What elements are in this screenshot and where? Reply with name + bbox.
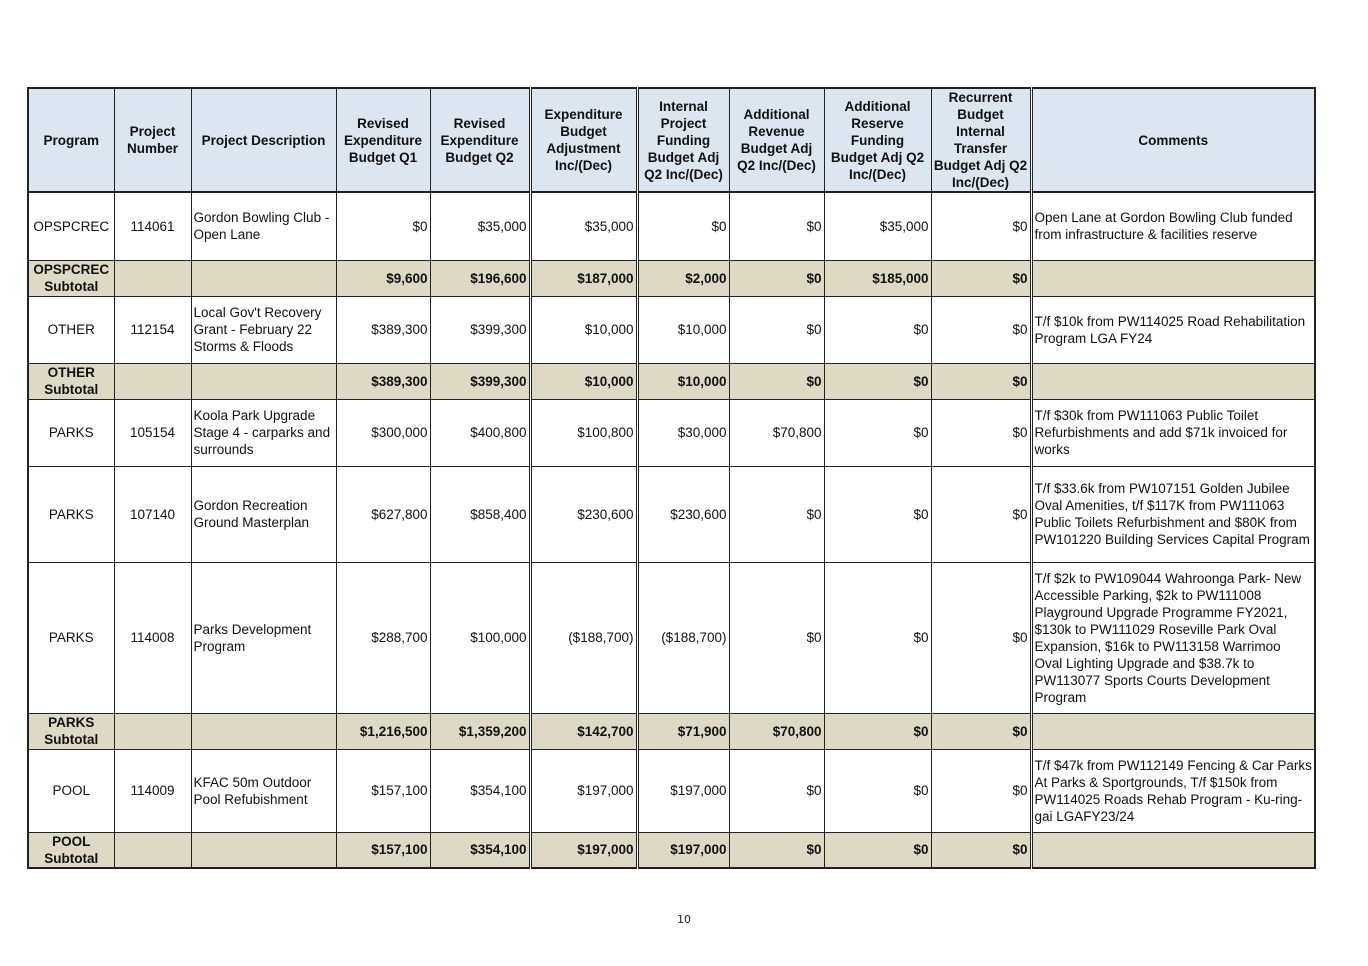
cell-project-number: 114061 bbox=[114, 192, 191, 260]
cell-internal-funding: $230,600 bbox=[637, 466, 729, 562]
table-row bbox=[28, 466, 1315, 562]
cell-internal-funding: ($188,700) bbox=[637, 562, 729, 713]
cell-revised-budget-q1: $300,000 bbox=[336, 399, 430, 466]
cell-additional-reserve: $0 bbox=[824, 832, 931, 868]
cell-revised-budget-q2: $858,400 bbox=[430, 466, 530, 562]
cell-revised-budget-q2: $399,300 bbox=[430, 296, 530, 363]
col-header-comments: Comments bbox=[1031, 88, 1315, 192]
cell-project-description: Koola Park Upgrade Stage 4 - carparks and surrounds bbox=[191, 399, 336, 466]
cell-expenditure-adjustment: $35,000 bbox=[530, 192, 637, 260]
col-header-revised-budget-q2: Revised Expenditure Budget Q2 bbox=[430, 88, 530, 192]
cell-project-number bbox=[114, 713, 191, 749]
cell-program: POOL Subtotal bbox=[28, 832, 114, 868]
cell-recurrent-transfer: $0 bbox=[931, 296, 1031, 363]
cell-internal-funding: $197,000 bbox=[637, 832, 729, 868]
cell-comments: T/f $33.6k from PW107151 Golden Jubilee Oval Amenities, t/f $117K from PW111063 Public Toilets Refurbishment and $80K from PW101220 Building Services Capital Program bbox=[1031, 466, 1315, 562]
budget-adjustment-table bbox=[27, 87, 1316, 869]
cell-comments: T/f $10k from PW114025 Road Rehabilitation Program LGA FY24 bbox=[1031, 296, 1315, 363]
cell-project-number: 114008 bbox=[114, 562, 191, 713]
cell-program: OTHER bbox=[28, 296, 114, 363]
cell-program: PARKS bbox=[28, 399, 114, 466]
cell-comments bbox=[1031, 260, 1315, 296]
cell-revised-budget-q2: $196,600 bbox=[430, 260, 530, 296]
cell-project-number bbox=[114, 363, 191, 399]
cell-program: OPSPCREC bbox=[28, 192, 114, 260]
cell-expenditure-adjustment: $197,000 bbox=[530, 832, 637, 868]
table-row bbox=[28, 296, 1315, 363]
cell-project-number bbox=[114, 260, 191, 296]
cell-revised-budget-q1: $288,700 bbox=[336, 562, 430, 713]
cell-project-description bbox=[191, 260, 336, 296]
cell-program: PARKS Subtotal bbox=[28, 713, 114, 749]
cell-internal-funding: $30,000 bbox=[637, 399, 729, 466]
cell-internal-funding: $2,000 bbox=[637, 260, 729, 296]
cell-comments: T/f $47k from PW112149 Fencing & Car Parks At Parks & Sportgrounds, T/f $150k from PW114025 Roads Rehab Program - Ku-ring-gai LGAFY23/24 bbox=[1031, 749, 1315, 832]
cell-expenditure-adjustment: $142,700 bbox=[530, 713, 637, 749]
cell-internal-funding: $71,900 bbox=[637, 713, 729, 749]
cell-internal-funding: $10,000 bbox=[637, 296, 729, 363]
page-number: 10 bbox=[677, 913, 691, 926]
cell-additional-revenue: $0 bbox=[729, 466, 824, 562]
col-header-internal-funding: Internal Project Funding Budget Adj Q2 Inc/(Dec) bbox=[637, 88, 729, 192]
cell-comments: Open Lane at Gordon Bowling Club funded from infrastructure & facilities reserve bbox=[1031, 192, 1315, 260]
cell-comments: T/f $2k to PW109044 Wahroonga Park- New Accessible Parking, $2k to PW111008 Playground Upgrade Programme FY2021, $130k to PW111029 Roseville Park Oval Expansion, $16k to PW113158 Warrimoo Oval Lighting Upgrade and $38.7k to PW113077 Sports Courts Development Program bbox=[1031, 562, 1315, 713]
cell-expenditure-adjustment: $230,600 bbox=[530, 466, 637, 562]
cell-internal-funding: $10,000 bbox=[637, 363, 729, 399]
budget-table-container bbox=[27, 87, 1316, 869]
cell-project-number: 114009 bbox=[114, 749, 191, 832]
cell-additional-reserve: $35,000 bbox=[824, 192, 931, 260]
subtotal-row bbox=[28, 363, 1315, 399]
col-header-additional-revenue: Additional Revenue Budget Adj Q2 Inc/(Dec) bbox=[729, 88, 824, 192]
cell-recurrent-transfer: $0 bbox=[931, 749, 1031, 832]
cell-additional-revenue: $0 bbox=[729, 562, 824, 713]
cell-revised-budget-q2: $35,000 bbox=[430, 192, 530, 260]
cell-revised-budget-q1: $389,300 bbox=[336, 296, 430, 363]
cell-recurrent-transfer: $0 bbox=[931, 192, 1031, 260]
cell-expenditure-adjustment: $10,000 bbox=[530, 296, 637, 363]
cell-expenditure-adjustment: $10,000 bbox=[530, 363, 637, 399]
cell-project-description: Gordon Bowling Club - Open Lane bbox=[191, 192, 336, 260]
cell-recurrent-transfer: $0 bbox=[931, 466, 1031, 562]
cell-additional-revenue: $0 bbox=[729, 260, 824, 296]
col-header-revised-budget-q1: Revised Expenditure Budget Q1 bbox=[336, 88, 430, 192]
cell-project-description: Gordon Recreation Ground Masterplan bbox=[191, 466, 336, 562]
cell-project-description bbox=[191, 363, 336, 399]
cell-additional-revenue: $0 bbox=[729, 832, 824, 868]
cell-project-description bbox=[191, 713, 336, 749]
cell-revised-budget-q2: $1,359,200 bbox=[430, 713, 530, 749]
cell-project-description bbox=[191, 832, 336, 868]
cell-additional-revenue: $0 bbox=[729, 363, 824, 399]
cell-additional-revenue: $0 bbox=[729, 749, 824, 832]
table-row bbox=[28, 399, 1315, 466]
cell-expenditure-adjustment: $197,000 bbox=[530, 749, 637, 832]
cell-expenditure-adjustment: $187,000 bbox=[530, 260, 637, 296]
cell-additional-reserve: $0 bbox=[824, 296, 931, 363]
cell-additional-reserve: $0 bbox=[824, 562, 931, 713]
cell-project-description: Local Gov't Recovery Grant - February 22 Storms & Floods bbox=[191, 296, 336, 363]
cell-recurrent-transfer: $0 bbox=[931, 713, 1031, 749]
cell-additional-revenue: $0 bbox=[729, 296, 824, 363]
cell-recurrent-transfer: $0 bbox=[931, 832, 1031, 868]
cell-recurrent-transfer: $0 bbox=[931, 399, 1031, 466]
col-header-additional-reserve: Additional Reserve Funding Budget Adj Q2 Inc/(Dec) bbox=[824, 88, 931, 192]
cell-revised-budget-q1: $627,800 bbox=[336, 466, 430, 562]
cell-project-number: 105154 bbox=[114, 399, 191, 466]
cell-additional-revenue: $70,800 bbox=[729, 399, 824, 466]
cell-additional-reserve: $185,000 bbox=[824, 260, 931, 296]
cell-recurrent-transfer: $0 bbox=[931, 562, 1031, 713]
cell-comments: T/f $30k from PW111063 Public Toilet Refurbishments and add $71k invoiced for works bbox=[1031, 399, 1315, 466]
subtotal-row bbox=[28, 832, 1315, 868]
cell-revised-budget-q2: $399,300 bbox=[430, 363, 530, 399]
cell-revised-budget-q1: $0 bbox=[336, 192, 430, 260]
cell-revised-budget-q2: $354,100 bbox=[430, 832, 530, 868]
table-row bbox=[28, 192, 1315, 260]
cell-additional-reserve: $0 bbox=[824, 399, 931, 466]
cell-project-number bbox=[114, 832, 191, 868]
col-header-project-description: Project Description bbox=[191, 88, 336, 192]
cell-project-number: 107140 bbox=[114, 466, 191, 562]
cell-recurrent-transfer: $0 bbox=[931, 260, 1031, 296]
table-row bbox=[28, 562, 1315, 713]
cell-comments bbox=[1031, 832, 1315, 868]
cell-revised-budget-q2: $400,800 bbox=[430, 399, 530, 466]
cell-additional-revenue: $70,800 bbox=[729, 713, 824, 749]
cell-project-description: Parks Development Program bbox=[191, 562, 336, 713]
cell-additional-reserve: $0 bbox=[824, 749, 931, 832]
cell-revised-budget-q1: $157,100 bbox=[336, 749, 430, 832]
subtotal-row bbox=[28, 713, 1315, 749]
cell-internal-funding: $0 bbox=[637, 192, 729, 260]
table-header-row bbox=[28, 88, 1315, 192]
cell-revised-budget-q2: $100,000 bbox=[430, 562, 530, 713]
cell-internal-funding: $197,000 bbox=[637, 749, 729, 832]
cell-additional-reserve: $0 bbox=[824, 363, 931, 399]
table-row bbox=[28, 749, 1315, 832]
cell-project-number: 112154 bbox=[114, 296, 191, 363]
col-header-recurrent-transfer: Recurrent Budget Internal Transfer Budget Adj Q2 Inc/(Dec) bbox=[931, 88, 1031, 192]
cell-expenditure-adjustment: ($188,700) bbox=[530, 562, 637, 713]
cell-program: OPSPCREC Subtotal bbox=[28, 260, 114, 296]
col-header-expenditure-adjustment: Expenditure Budget Adjustment Inc/(Dec) bbox=[530, 88, 637, 192]
col-header-project-number: Project Number bbox=[114, 88, 191, 192]
table-body bbox=[28, 192, 1315, 868]
cell-additional-reserve: $0 bbox=[824, 713, 931, 749]
col-header-program: Program bbox=[28, 88, 114, 192]
cell-program: POOL bbox=[28, 749, 114, 832]
cell-recurrent-transfer: $0 bbox=[931, 363, 1031, 399]
subtotal-row bbox=[28, 260, 1315, 296]
cell-program: PARKS bbox=[28, 466, 114, 562]
cell-revised-budget-q1: $1,216,500 bbox=[336, 713, 430, 749]
cell-revised-budget-q1: $157,100 bbox=[336, 832, 430, 868]
cell-revised-budget-q1: $9,600 bbox=[336, 260, 430, 296]
cell-comments bbox=[1031, 713, 1315, 749]
cell-revised-budget-q2: $354,100 bbox=[430, 749, 530, 832]
cell-revised-budget-q1: $389,300 bbox=[336, 363, 430, 399]
cell-program: PARKS bbox=[28, 562, 114, 713]
cell-project-description: KFAC 50m Outdoor Pool Refubishment bbox=[191, 749, 336, 832]
cell-program: OTHER Subtotal bbox=[28, 363, 114, 399]
cell-comments bbox=[1031, 363, 1315, 399]
cell-expenditure-adjustment: $100,800 bbox=[530, 399, 637, 466]
cell-additional-revenue: $0 bbox=[729, 192, 824, 260]
cell-additional-reserve: $0 bbox=[824, 466, 931, 562]
